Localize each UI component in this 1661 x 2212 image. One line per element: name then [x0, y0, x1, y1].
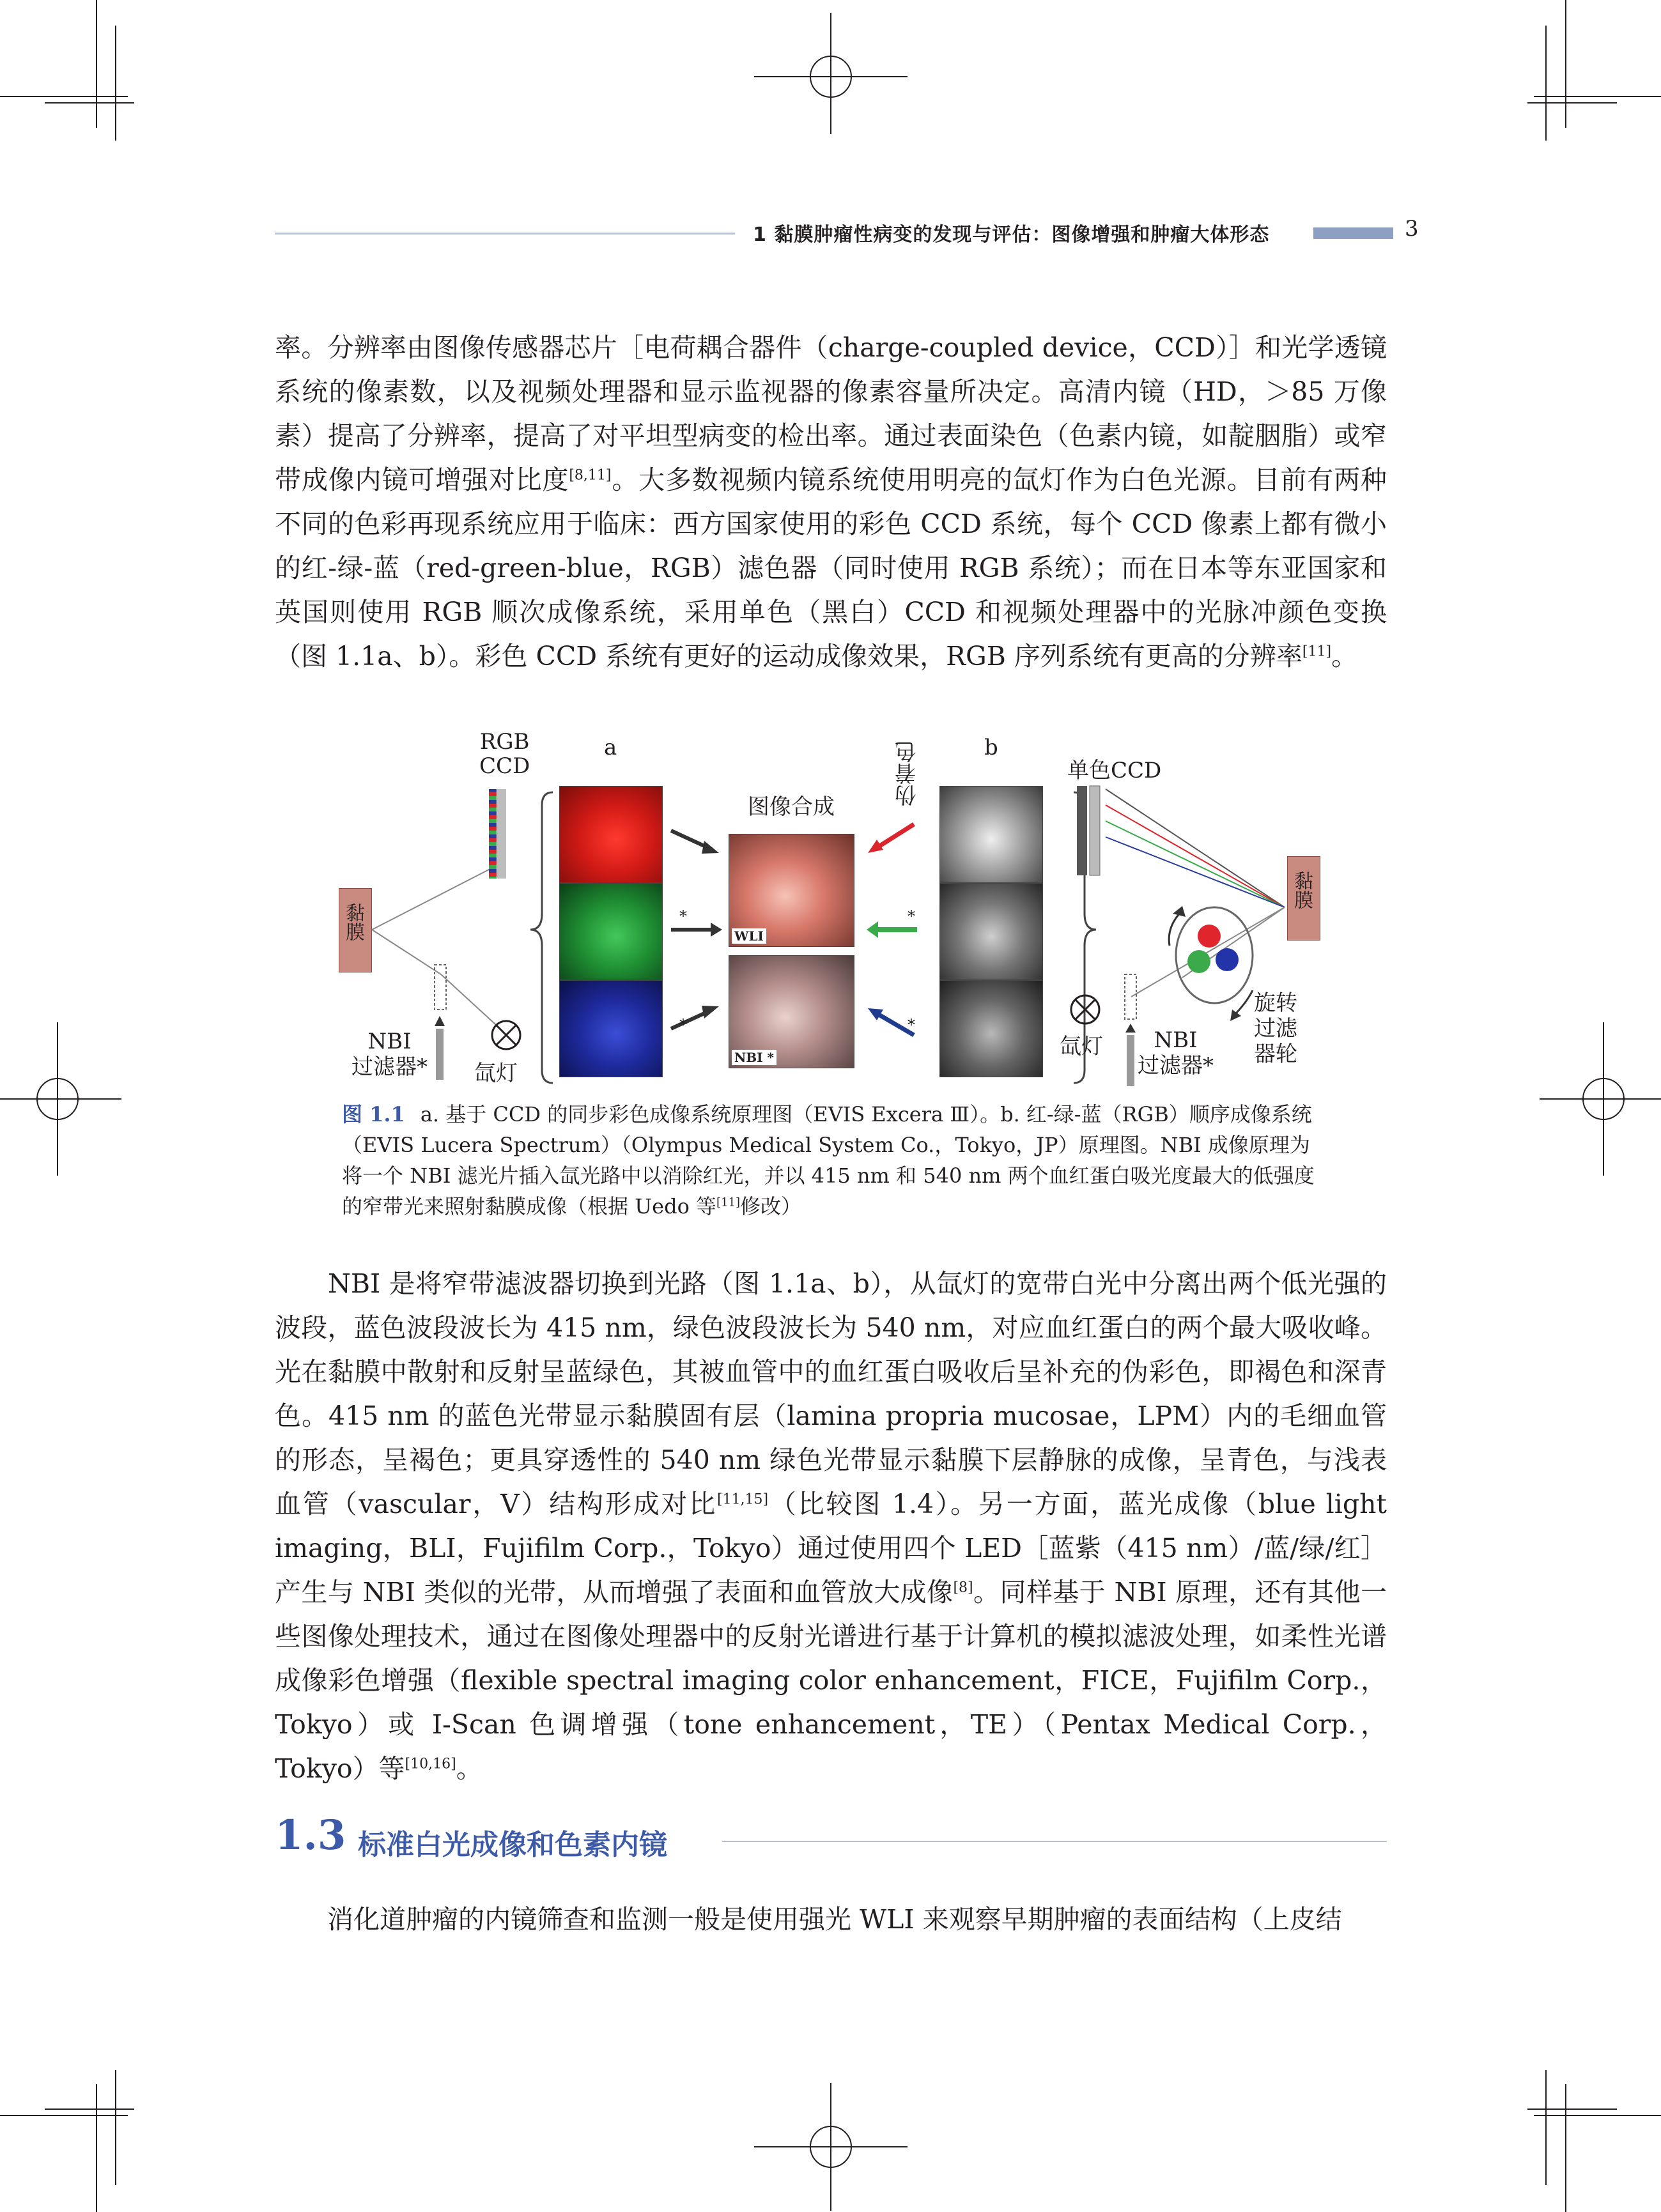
text-run: 。同样基于 NBI 原理，还有其他一些图像处理技术，通过在图像处理器中的反射光谱进行基于计算机的模拟滤波处理，如柔性光谱成像彩色增强（flexible spectral imaging color enhancement，FICE，Fujifilm Corp.，Tokyo）或 I-Scan 色调增强（tone enhancement，TE）（Pentax Medical Corp.，Tokyo）等: [275, 1577, 1387, 1784]
star-marker-2: *: [679, 1016, 687, 1034]
wli-image: [729, 834, 854, 947]
star-marker-4: *: [908, 1016, 915, 1034]
panel-b-label: b: [984, 735, 998, 760]
citation-superscript: [11,15]: [716, 1491, 769, 1508]
citation-superscript: [11]: [1302, 643, 1332, 660]
text-run: 。大多数视频内镜系统使用明亮的氙灯作为白色光源。目前有两种不同的色彩再现系统应用于临床：西方国家使用的彩色 CCD 系统，每个 CCD 像素上都有微小的红-绿-蓝（red-green-blue，RGB）滤色器（同时使用 RGB 系统）；而在日本等东亚国家和英国则使用 RGB 顺次成像系统，采用单色（黑白）CCD 和视频处理器中的光脉冲颜色变换（图 1.1a、b）。彩色 CCD 系统有更好的运动成像效果，RGB 序列系统有更高的分辨率: [275, 465, 1387, 672]
figure-caption: [342, 1099, 1326, 1222]
registration-mark-top: [754, 13, 908, 134]
nbi-label: NBI *: [732, 1050, 776, 1065]
panel-a-label: a: [604, 735, 617, 760]
paragraph-1: [275, 326, 1387, 679]
text-run: a. 基于 CCD 的同步彩色成像系统原理图（EVIS Excera Ⅲ）。b. 红-绿-蓝（RGB）顺序成像系统（EVIS Lucera Spectrum）（Olympus Medical System Co.，Tokyo，JP）原理图。NBI 成像原理为将一个 NBI 滤光片插入氙光路中以消除红光，并以 415 nm 和 540 nm 两个血红蛋白吸光度最大的低强度的窄带光来照射黏膜成像（根据 Uedo 等: [342, 1102, 1315, 1218]
running-header: [275, 213, 1419, 252]
page-number: 3: [1405, 216, 1419, 242]
xenon-label-left: 氙灯: [474, 1061, 518, 1086]
figure-1-1: [339, 729, 1323, 1093]
star-marker-3: *: [908, 907, 915, 925]
nbi-image: [729, 955, 854, 1068]
section-rule: [722, 1841, 1387, 1842]
mono-image-2: [939, 883, 1043, 980]
mucosa-label-left: 黏膜: [342, 903, 364, 941]
registration-mark-right: [1540, 1022, 1661, 1176]
xenon-label-right: 氙灯: [1060, 1034, 1103, 1059]
rgb-ccd-label: RGB CCD: [479, 729, 530, 779]
mucosa-box-right: [1287, 856, 1320, 941]
text-run: （比较图 1.4）。另一方面，蓝光成像（blue light imaging，BLI，Fujifilm Corp.，Tokyo）通过使用四个 LED［蓝紫（415 nm）/蓝/绿/红］产生与 NBI 类似的光带，从而增强了表面和血管放大成像: [275, 1489, 1387, 1608]
registration-mark-bottom: [754, 2083, 908, 2211]
citation-superscript: [10,16]: [405, 1756, 456, 1772]
text-run: 消化道肿瘤的内镜筛查和监测一般是使用强光 WLI 来观察早期肿瘤的表面结构（上皮结: [275, 1904, 1342, 1935]
mucosa-label-right: 黏膜: [1290, 871, 1313, 909]
section-title: 标准白光成像和色素内镜: [358, 1829, 667, 1861]
paragraph-3: [275, 1898, 1387, 1942]
text-run: 。: [456, 1753, 483, 1784]
wli-label: WLI: [732, 928, 766, 944]
star-marker-1: *: [679, 907, 687, 925]
text-run: NBI 是将窄带滤波器切换到光路（图 1.1a、b），从氙灯的宽带白光中分离出两个低光强的波段，蓝色波段波长为 415 nm，绿色波段波长为 540 nm，对应血红蛋白的两个最大吸收峰。光在黏膜中散射和反射呈蓝绿色，其被血管中的血红蛋白吸收后呈补充的伪彩色，即褐色和深青色。415 nm 的蓝色光带显示黏膜固有层（lamina propria mucosae，LPM）内的毛细血管的形态，呈褐色；更具穿透性的 540 nm 绿色光带显示黏膜下层静脉的成像，呈青色，与浅表血管（vascular，V）结构形成对比: [275, 1268, 1387, 1519]
section-number: 1.3: [275, 1811, 346, 1859]
chapter-title: 1 黏膜肿瘤性病变的发现与评估：图像增强和肿瘤大体形态: [753, 224, 1270, 246]
text-run: 修改）: [739, 1194, 801, 1218]
header-accent-bar: [1313, 227, 1393, 239]
registration-mark-left: [0, 1022, 121, 1176]
mono-image-1: [939, 786, 1043, 883]
nbi-filter-label-left: NBI 过滤器*: [352, 1029, 428, 1080]
text-run: 。: [1331, 641, 1358, 672]
header-rule: [275, 233, 735, 234]
pseudo-color-label: 伪着色: [895, 741, 920, 806]
blue-channel-image: [559, 980, 663, 1077]
figure-caption-label: 图 1.1: [342, 1102, 405, 1126]
mucosa-box-left: [339, 888, 372, 972]
section-heading: [275, 1811, 1387, 1869]
figure-caption-text: [342, 1102, 1315, 1218]
text-run: 率。分辨率由图像传感器芯片［电荷耦合器件（charge-coupled device，CCD）］和光学透镜系统的像素数，以及视频处理器和显示监视器的像素容量所决定。高清内镜（HD，＞85 万像素）提高了分辨率，提高了对平坦型病变的检出率。通过表面染色（色素内镜，如靛胭脂）或窄带成像内镜可增强对比度: [275, 332, 1387, 495]
green-channel-image: [559, 883, 663, 980]
mono-image-3: [939, 980, 1043, 1077]
mono-ccd-label: 单色CCD: [1067, 758, 1162, 783]
citation-superscript: [11]: [716, 1195, 740, 1210]
red-channel-image: [559, 786, 663, 883]
rotating-filter-label: 旋转 过滤 器轮: [1254, 990, 1297, 1067]
citation-superscript: [8,11]: [569, 467, 612, 484]
image-synthesis-label: 图像合成: [748, 794, 835, 820]
citation-superscript: [8]: [953, 1579, 973, 1596]
paragraph-2: [275, 1262, 1387, 1791]
nbi-filter-label-right: NBI 过滤器*: [1138, 1027, 1214, 1079]
